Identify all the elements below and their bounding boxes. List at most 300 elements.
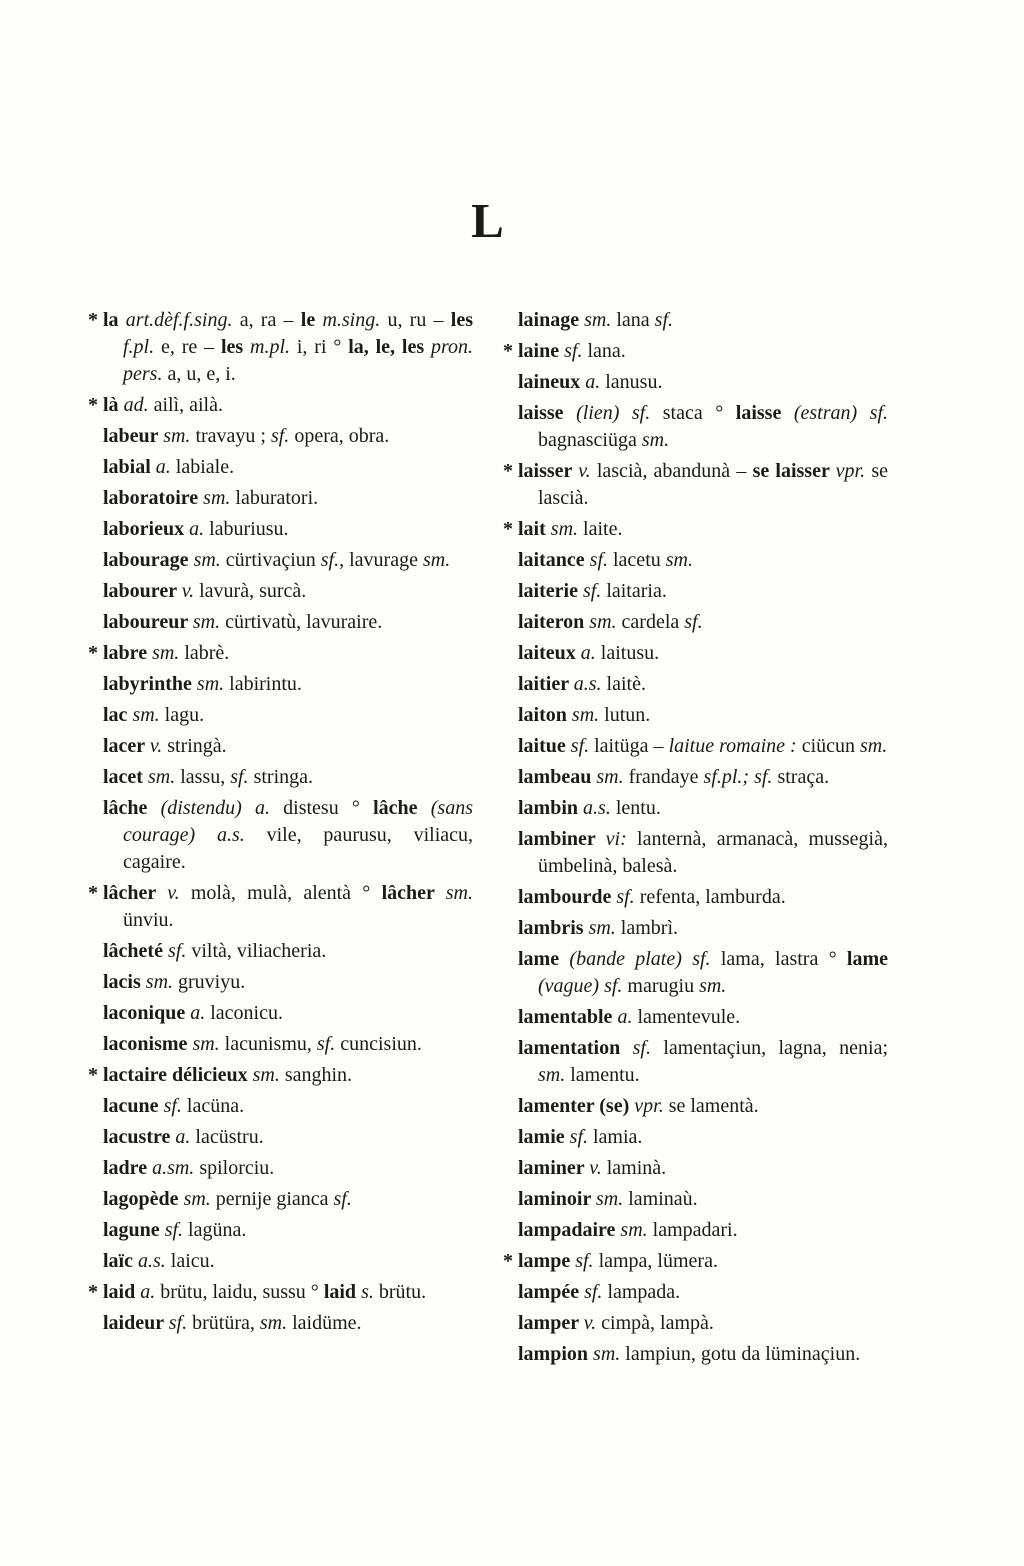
headword: laminoir — [518, 1188, 596, 1210]
star-marker: * — [503, 1250, 513, 1272]
grammar-tag: sm. — [641, 429, 670, 451]
translation-text: laidüme. — [292, 1312, 362, 1334]
translation-text: lanternà, armanacà, mussegià, ümbelinà, balesà. — [538, 828, 888, 877]
headword: laïc — [103, 1250, 138, 1272]
headword: lame — [518, 948, 570, 970]
translation-text: laicu. — [170, 1250, 215, 1272]
grammar-tag: sm. — [860, 735, 888, 757]
translation-text: se lamentà. — [668, 1095, 759, 1117]
dictionary-entry — [518, 884, 888, 911]
headword: labial — [103, 456, 156, 478]
grammar-tag: a.s. — [583, 797, 616, 819]
headword: les — [220, 336, 251, 358]
headword: la, le, les — [348, 336, 431, 358]
headword: laisse — [735, 402, 794, 424]
headword: laine — [518, 340, 565, 362]
grammar-tag: sm. — [665, 549, 693, 571]
grammar-tag: sm. — [192, 1033, 225, 1055]
headword: lait — [518, 518, 551, 540]
headword: lame — [846, 948, 889, 970]
grammar-tag: a. — [189, 518, 210, 540]
grammar-tag: sm. — [193, 549, 226, 571]
grammar-tag: (bande plate) sf. — [569, 948, 721, 970]
grammar-tag: a.s. — [138, 1250, 171, 1272]
headword: laid — [103, 1281, 141, 1303]
translation-text: laminà. — [606, 1157, 667, 1179]
translation-text: lampada. — [607, 1281, 681, 1303]
dictionary-entry — [103, 764, 473, 791]
headword: lampée — [518, 1281, 585, 1303]
headword: lampe — [518, 1250, 576, 1272]
grammar-tag: sf. — [333, 1188, 352, 1210]
headword: lamentable — [518, 1006, 618, 1028]
grammar-tag: sf. — [168, 1312, 193, 1334]
headword: lacustre — [103, 1126, 176, 1148]
grammar-tag: sm. — [620, 1219, 653, 1241]
dictionary-entry — [103, 702, 473, 729]
dictionary-entry — [518, 826, 888, 880]
grammar-tag: sm. — [571, 704, 605, 726]
grammar-tag: s. — [361, 1281, 379, 1303]
headword: laisse — [518, 402, 577, 424]
section-letter: L — [471, 193, 505, 248]
headword: labeur — [103, 425, 164, 447]
grammar-tag: sm. — [584, 309, 617, 331]
translation-text: labirintu. — [229, 673, 302, 695]
grammar-tag: sf. — [654, 309, 674, 331]
headword: laitier — [518, 673, 574, 695]
grammar-tag: sm. — [550, 518, 584, 540]
grammar-tag: a. — [175, 1126, 196, 1148]
dictionary-entry — [518, 671, 888, 698]
translation-text: laminaù. — [628, 1188, 698, 1210]
translation-text: lambrì. — [620, 917, 679, 939]
grammar-tag: sm. — [145, 971, 179, 993]
grammar-tag: (lien) sf. — [576, 402, 663, 424]
grammar-tag: v. — [578, 460, 597, 482]
translation-text: laitusu. — [600, 642, 660, 664]
headword: lainage — [518, 309, 585, 331]
translation-text: molà, mulà, alentà ° — [190, 882, 382, 904]
translation-text: lacüstru. — [195, 1126, 264, 1148]
headword: labre — [103, 642, 153, 664]
grammar-tag: sf. — [684, 611, 703, 633]
translation-text: marugiu — [627, 975, 700, 997]
grammar-tag: m.pl. — [250, 336, 297, 358]
translation-text: lamentevule. — [637, 1006, 741, 1028]
translation-text: travayu ; — [195, 425, 271, 447]
headword: lagopède — [103, 1188, 184, 1210]
translation-text: lascià, abandunà – — [596, 460, 753, 482]
grammar-tag: laitue romaine : — [668, 735, 802, 757]
translation-text: sanghin. — [284, 1064, 353, 1086]
grammar-tag: (vague) sf. — [538, 975, 628, 997]
headword: lambin — [518, 797, 584, 819]
dictionary-entry — [88, 392, 473, 419]
dictionary-entry — [518, 702, 888, 729]
translation-text: viltà, viliacheria. — [191, 940, 327, 962]
headword: lambiner — [518, 828, 606, 850]
translation-text: laburiusu. — [209, 518, 289, 540]
dictionary-entry — [103, 1124, 473, 1151]
grammar-tag: a. — [155, 456, 176, 478]
headword: laconique — [103, 1002, 191, 1024]
headword: labourage — [103, 549, 194, 571]
headword: lacune — [103, 1095, 164, 1117]
grammar-tag: sm. — [192, 611, 226, 633]
grammar-tag: sm. — [183, 1188, 216, 1210]
grammar-tag: sf. — [564, 340, 588, 362]
dictionary-entry — [103, 516, 473, 543]
grammar-tag: sm. — [252, 1064, 285, 1086]
translation-text: ailì, ailà. — [153, 394, 223, 416]
translation-text: lampa, lümera. — [598, 1250, 718, 1272]
translation-text: spilorciu. — [199, 1157, 275, 1179]
translation-text: stringa. — [253, 766, 313, 788]
translation-text: lana — [616, 309, 655, 331]
translation-text: brütüra, — [192, 1312, 260, 1334]
translation-text: lassu, — [180, 766, 231, 788]
translation-text: lacetu — [613, 549, 666, 571]
star-marker: * — [88, 394, 98, 416]
dictionary-entry — [103, 671, 473, 698]
translation-text: se lascià. — [538, 460, 888, 509]
translation-text: lacüna. — [186, 1095, 245, 1117]
translation-text: lampiun, gotu da lüminaçiun. — [625, 1343, 861, 1365]
dictionary-entry — [103, 733, 473, 760]
dictionary-entry — [103, 578, 473, 605]
translation-text: lavurà, surcà. — [199, 580, 307, 602]
grammar-tag: a. — [190, 1002, 211, 1024]
star-marker: * — [503, 460, 513, 482]
translation-text: i, ri ° — [296, 336, 349, 358]
dictionary-entry — [103, 1155, 473, 1182]
headword: laitue — [518, 735, 571, 757]
grammar-tag: sf. — [230, 766, 254, 788]
translation-text: lutun. — [604, 704, 651, 726]
dictionary-entry — [103, 1093, 473, 1120]
dictionary-entry — [518, 400, 888, 454]
translation-text: labiale. — [175, 456, 235, 478]
star-marker: * — [88, 1064, 98, 1086]
grammar-tag: sf. — [163, 1095, 187, 1117]
headword: laborieux — [103, 518, 190, 540]
grammar-tag: ad. — [123, 394, 154, 416]
headword: lagune — [103, 1219, 165, 1241]
grammar-tag: sf. — [582, 580, 607, 602]
dictionary-entry — [103, 1248, 473, 1275]
translation-text: e, re – — [160, 336, 221, 358]
grammar-tag: sm. — [595, 1188, 629, 1210]
dictionary-entry — [103, 1000, 473, 1027]
translation-text: cimpà, lampà. — [601, 1312, 714, 1334]
translation-text: laitüga – — [594, 735, 669, 757]
headword: lactaire délicieux — [103, 1064, 253, 1086]
grammar-tag: a. — [617, 1006, 638, 1028]
dictionary-entry — [103, 1031, 473, 1058]
entry-columns — [88, 307, 888, 1372]
dictionary-entry — [503, 338, 888, 365]
grammar-tag: sm. — [259, 1312, 293, 1334]
dictionary-entry — [518, 1341, 888, 1368]
headword: se laisser — [752, 460, 836, 482]
grammar-tag: sm. — [203, 487, 236, 509]
grammar-tag: a. — [580, 642, 601, 664]
translation-text: a, ra – — [239, 309, 301, 331]
dictionary-entry — [518, 578, 888, 605]
headword: laideur — [103, 1312, 169, 1334]
translation-text: laitaria. — [606, 580, 667, 602]
translation-text: cürtivatù, lavuraire. — [225, 611, 383, 633]
dictionary-entry — [518, 1186, 888, 1213]
grammar-tag: m.sing. — [322, 309, 388, 331]
headword: laboureur — [103, 611, 193, 633]
dictionary-entry — [103, 485, 473, 512]
translation-text: opera, obra. — [294, 425, 390, 447]
translation-text: lagüna. — [188, 1219, 247, 1241]
star-marker: * — [88, 309, 98, 331]
headword: laiteron — [518, 611, 590, 633]
grammar-tag: sf. — [570, 735, 595, 757]
star-marker: * — [88, 882, 98, 904]
grammar-tag: vpr. — [835, 460, 872, 482]
star-marker: * — [503, 518, 513, 540]
translation-text: distesu ° — [283, 797, 374, 819]
dictionary-entry — [518, 307, 888, 334]
grammar-tag: vpr. — [634, 1095, 669, 1117]
grammar-tag: sf. — [167, 940, 192, 962]
headword: lac — [103, 704, 133, 726]
headword: lâche — [103, 797, 161, 819]
dictionary-entry — [103, 609, 473, 636]
translation-text: lacunismu, — [224, 1033, 317, 1055]
grammar-tag: (sans courage) a.s. — [123, 797, 473, 846]
dictionary-entry — [518, 733, 888, 760]
grammar-tag: a. — [140, 1281, 161, 1303]
translation-text: vile, paurusu, viliacu, cagaire. — [123, 824, 473, 873]
headword: lâcher — [381, 882, 446, 904]
translation-text: laite. — [583, 518, 623, 540]
dictionary-entry — [503, 516, 888, 543]
dictionary-entry — [103, 1217, 473, 1244]
grammar-tag: sm. — [596, 766, 629, 788]
headword: lacet — [103, 766, 148, 788]
translation-text: brütu, laidu, sussu ° — [160, 1281, 324, 1303]
star-marker: * — [503, 340, 513, 362]
left-column — [88, 307, 473, 1372]
translation-text: lampadari. — [652, 1219, 738, 1241]
dictionary-entry — [518, 1093, 888, 1120]
grammar-tag: sm. — [589, 611, 622, 633]
dictionary-entry — [518, 764, 888, 791]
grammar-tag: a. — [585, 371, 606, 393]
headword: lamie — [518, 1126, 570, 1148]
grammar-tag: sm. — [593, 1343, 626, 1365]
headword: lampion — [518, 1343, 594, 1365]
translation-text: straça. — [777, 766, 830, 788]
dictionary-entry — [518, 946, 888, 1000]
dictionary-entry — [518, 795, 888, 822]
dictionary-entry — [518, 369, 888, 396]
translation-text: bagnasciüga — [538, 429, 642, 451]
dictionary-entry — [103, 969, 473, 996]
translation-text: lama, lastra ° — [720, 948, 847, 970]
grammar-tag: sf. — [589, 549, 613, 571]
translation-text: stringà. — [167, 735, 227, 757]
grammar-tag: sm. — [422, 549, 451, 571]
dictionary-entry — [88, 307, 474, 388]
translation-text: cuncisiun. — [340, 1033, 422, 1055]
translation-text: ünviu. — [123, 909, 174, 931]
headword: le — [300, 309, 323, 331]
translation-text: lentu. — [615, 797, 661, 819]
headword: lambris — [518, 917, 589, 939]
dictionary-entry — [103, 1310, 473, 1337]
grammar-tag: sm. — [163, 425, 196, 447]
headword: lamenter (se) — [518, 1095, 635, 1117]
translation-text: lamentu. — [570, 1064, 640, 1086]
dictionary-entry — [503, 1248, 888, 1275]
headword: laiterie — [518, 580, 583, 602]
dictionary-entry — [518, 1155, 888, 1182]
translation-text: labrè. — [184, 642, 230, 664]
dictionary-entry — [103, 795, 473, 876]
headword: lampadaire — [518, 1219, 621, 1241]
headword: laineux — [518, 371, 586, 393]
dictionary-entry — [518, 609, 888, 636]
grammar-tag: sf. — [584, 1281, 608, 1303]
grammar-tag: sm. — [196, 673, 230, 695]
headword: laid — [323, 1281, 362, 1303]
dictionary-entry — [518, 1035, 888, 1089]
dictionary-entry — [518, 547, 888, 574]
headword: ladre — [103, 1157, 153, 1179]
grammar-tag: sf.pl.; sf. — [703, 766, 778, 788]
grammar-tag: a.sm. — [152, 1157, 200, 1179]
grammar-tag: sf. — [632, 1037, 664, 1059]
headword: la — [103, 309, 126, 331]
headword: là — [103, 394, 124, 416]
headword: lâcher — [103, 882, 168, 904]
dictionary-entry — [518, 640, 888, 667]
dictionary-entry — [518, 1217, 888, 1244]
translation-text: lavurage — [349, 549, 423, 571]
headword: lâche — [373, 797, 431, 819]
headword: labyrinthe — [103, 673, 197, 695]
headword: laisser — [518, 460, 579, 482]
dictionary-entry — [503, 458, 888, 512]
dictionary-entry — [103, 547, 473, 574]
grammar-tag: v. — [583, 1312, 602, 1334]
dictionary-entry — [518, 1279, 888, 1306]
grammar-tag: f.pl. — [123, 336, 161, 358]
grammar-tag: sf. — [316, 1033, 341, 1055]
grammar-tag: sm. — [147, 766, 181, 788]
dictionary-entry — [103, 938, 473, 965]
translation-text: u, ru – — [387, 309, 451, 331]
headword: lambourde — [518, 886, 617, 908]
headword: laitance — [518, 549, 590, 571]
dictionary-entry — [88, 640, 473, 667]
headword: lamentation — [518, 1037, 633, 1059]
dictionary-entry — [88, 880, 473, 934]
grammar-tag: sm. — [538, 1064, 571, 1086]
dictionary-entry — [518, 1004, 888, 1031]
grammar-tag: vi: — [605, 828, 638, 850]
grammar-tag: sf., — [320, 549, 350, 571]
grammar-tag: sm. — [699, 975, 727, 997]
translation-text: laburatori. — [235, 487, 319, 509]
grammar-tag: sf. — [575, 1250, 599, 1272]
translation-text: lanusu. — [605, 371, 663, 393]
dictionary-entry — [518, 1310, 888, 1337]
grammar-tag: sm. — [588, 917, 621, 939]
headword: laminer — [518, 1157, 590, 1179]
headword: laiteux — [518, 642, 581, 664]
translation-text: laconicu. — [210, 1002, 283, 1024]
grammar-tag: a.s. — [573, 673, 607, 695]
translation-text: cardela — [621, 611, 685, 633]
dictionary-entry — [103, 1186, 473, 1213]
star-marker: * — [88, 1281, 98, 1303]
translation-text: lana. — [587, 340, 626, 362]
dictionary-entry — [88, 1062, 473, 1089]
star-marker: * — [88, 642, 98, 664]
grammar-tag: v. — [149, 735, 168, 757]
grammar-tag: (distendu) a. — [160, 797, 284, 819]
grammar-tag: v. — [589, 1157, 607, 1179]
translation-text: ciücun — [801, 735, 860, 757]
headword: laconisme — [103, 1033, 193, 1055]
headword: lâcheté — [103, 940, 168, 962]
headword: laboratoire — [103, 487, 204, 509]
translation-text: brütu. — [378, 1281, 427, 1303]
translation-text: staca ° — [662, 402, 736, 424]
grammar-tag: sf. — [569, 1126, 593, 1148]
grammar-tag: (estran) sf. — [793, 402, 889, 424]
translation-text: gruviyu. — [178, 971, 246, 993]
translation-text: frandaye — [628, 766, 704, 788]
grammar-tag: sf. — [164, 1219, 189, 1241]
headword: lamper — [518, 1312, 584, 1334]
headword: labourer — [103, 580, 182, 602]
headword: lambeau — [518, 766, 597, 788]
dictionary-entry — [103, 423, 473, 450]
headword: les — [450, 309, 473, 331]
translation-text: laitè. — [606, 673, 646, 695]
dictionary-entry — [103, 454, 473, 481]
grammar-tag: art.dèf.f.sing. — [125, 309, 240, 331]
translation-text: lagu. — [164, 704, 205, 726]
grammar-tag: sm. — [445, 882, 473, 904]
translation-text: pernije gianca — [215, 1188, 334, 1210]
dictionary-entry — [88, 1279, 473, 1306]
right-column — [503, 307, 888, 1372]
translation-text: a, u, e, i. — [167, 363, 236, 385]
headword: lacer — [103, 735, 150, 757]
grammar-tag: pron. pers. — [123, 336, 474, 385]
grammar-tag: v. — [167, 882, 191, 904]
translation-text: lamentaçiun, lagna, nenia; — [663, 1037, 888, 1059]
grammar-tag: sf. — [270, 425, 295, 447]
grammar-tag: sm. — [132, 704, 165, 726]
grammar-tag: v. — [181, 580, 200, 602]
translation-text: cürtivaçiun — [225, 549, 321, 571]
dictionary-entry — [518, 915, 888, 942]
grammar-tag: sm. — [152, 642, 185, 664]
grammar-tag: sf. — [616, 886, 640, 908]
translation-text: refenta, lamburda. — [639, 886, 786, 908]
